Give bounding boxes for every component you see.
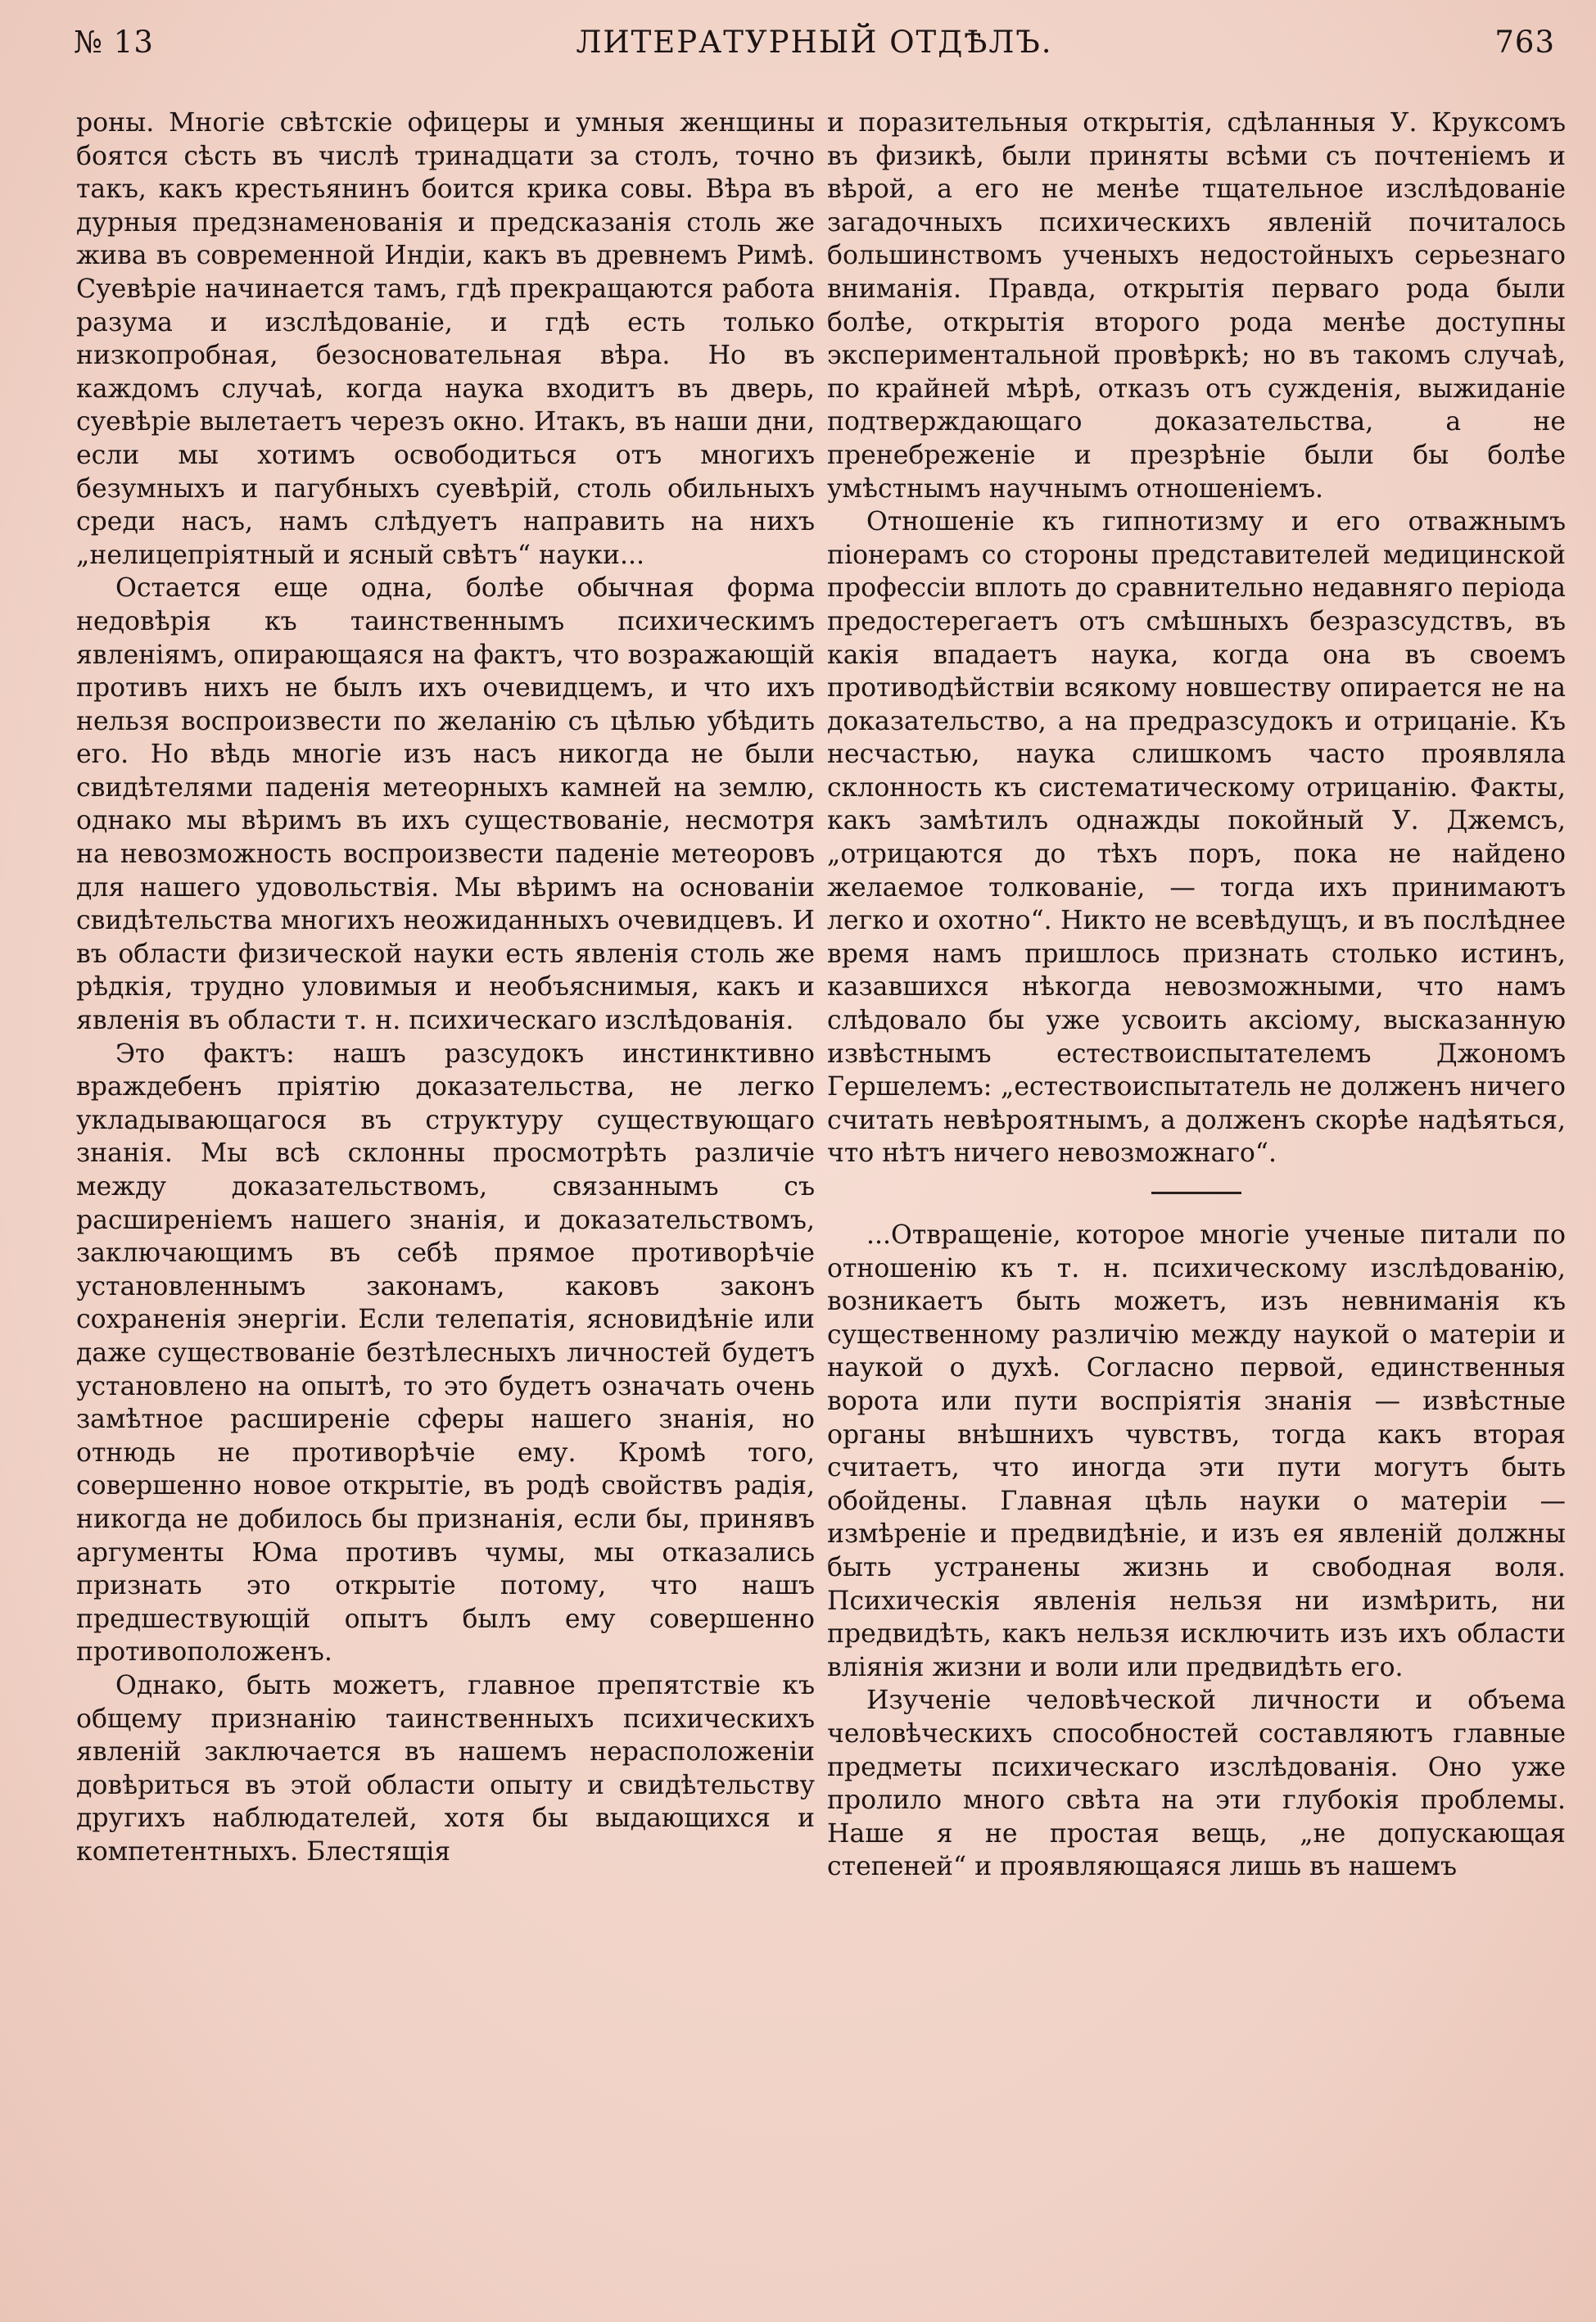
left-column	[76, 106, 815, 1868]
paragraph: Изученіе человѣческой личности и объема человѣческихъ способностей составляютъ главные предметы психическаго изслѣдованія. Оно уже пролило много свѣта на эти глубокія проблемы. Наше я не простая вещь, „не допускающая степеней“ и проявляющаяся лишь въ нашемъ	[827, 1686, 1566, 1882]
paragraph: роны. Многіе свѣтскіе офицеры и умныя женщины боятся сѣсть въ числѣ тринадцати за столъ, точно такъ, какъ крестьянинъ боится крика совы. Вѣра въ дурныя предзнаменованія и предсказанія столь же жива въ современной Индіи, какъ въ древнемъ Римѣ. Суевѣріе начинается тамъ, гдѣ прекращаются работа разума и изслѣдованіе, и гдѣ есть только низкопробная, безосновательная вѣра. Но въ каждомъ случаѣ, когда наука входитъ въ дверь, суевѣріе вылетаетъ черезъ окно. Итакъ, въ наши дни, если мы хотимъ освободиться отъ многихъ безумныхъ и пагубныхъ суевѣрій, столь обильныхъ среди насъ, намъ слѣдуетъ направить на нихъ „нелицепріятный и ясный свѣтъ“ науки...	[76, 108, 815, 570]
paragraph: Отношеніе къ гипнотизму и его отважнымъ піонерамъ со стороны представителей медицинской профессіи вплоть до сравнительно недавняго періода предостерегаетъ отъ смѣшныхъ безразсудствъ, въ какія впадаетъ наука, когда она въ своемъ противодѣйствіи всякому новшеству опирается не на доказательство, а на предразсудокъ и отрицаніе. Къ несчастью, наука слишкомъ часто проявляла склонность къ систематическому отрицанію. Факты, какъ замѣтилъ однажды покойный У. Джемсъ, „отрицаются до тѣхъ поръ, пока не найдено желаемое толкованіе, — тогда ихъ принимаютъ легко и охотно“. Никто не всевѣдущъ, и въ послѣднее время намъ пришлось признать столько истинъ, казавшихся нѣкогда невозможными, что намъ слѣдовало бы уже усвоить аксіому, высказанную извѣстнымъ естествоиспытателемъ Джономъ Гершелемъ: „естествоиспытатель не долженъ ничего считать невѣроятнымъ, а долженъ скорѣе надѣяться, что нѣтъ ничего невозможнаго“.	[827, 507, 1566, 1169]
paragraph: Это фактъ: нашъ разсудокъ инстинктивно враждебенъ пріятію доказательства, не легко укладывающагося въ структуру существующаго знанія. Мы всѣ склонны просмотрѣть различіе между доказательствомъ, связаннымъ съ расширеніемъ нашего знанія, и доказательствомъ, заключающимъ въ себѣ прямое противорѣчіе установленнымъ законамъ, каковъ законъ сохраненія энергіи. Если телепатія, ясновидѣніе или даже существованіе безтѣлесныхъ личностей будетъ установлено на опытѣ, то это будетъ означать очень замѣтное расширеніе сферы нашего знанія, но отнюдь не противорѣчіе ему. Кромѣ того, совершенно новое открытіе, въ родѣ свойствъ радія, никогда не добилось бы признанія, если бы, принявъ аргументы Юма противъ чумы, мы отказались признать это открытіе потому, что нашъ предшествующій опытъ былъ ему совершенно противоположенъ.	[76, 1039, 815, 1668]
section-divider	[1151, 1192, 1241, 1194]
issue-number: № 13	[74, 25, 154, 60]
paragraph: и поразительныя открытія, сдѣланныя У. Круксомъ въ физикѣ, были приняты всѣми съ почтеніемъ и вѣрой, а его не менѣе тщательное изслѣдованіе загадочныхъ психическихъ явленій почиталось большинствомъ ученыхъ недостойныхъ серьезнаго вниманія. Правда, открытія перваго рода были болѣе, открытія второго рода менѣе доступны экспериментальной провѣркѣ; но въ такомъ случаѣ, по крайней мѣрѣ, отказъ отъ сужденія, выжиданіе подтверждающаго доказательства, а не пренебреженіе и презрѣніе были бы болѣе умѣстнымъ научнымъ отношеніемъ.	[827, 108, 1566, 504]
page-number: 763	[1494, 25, 1555, 60]
page-header	[74, 25, 1555, 66]
paragraph: Однако, быть можетъ, главное препятствіе къ общему признанію таинственныхъ психическихъ явленій заключается въ нашемъ нерасположеніи довѣриться въ этой области опыту и свидѣтельству другихъ наблюдателей, хотя бы выдающихся и компетентныхъ. Блестящія	[76, 1670, 815, 1867]
section-title: ЛИТЕРАТУРНЫЙ ОТДѢЛЪ.	[576, 25, 1053, 60]
paragraph: ...Отвращеніе, которое многіе ученые питали по отношенію къ т. н. психическому изслѣдованію, возникаетъ быть можетъ, изъ невниманія къ существенному различію между наукой о матеріи и наукой о духѣ. Согласно первой, единственныя ворота или пути воспріятія знанія — извѣстные органы внѣшнихъ чувствъ, тогда какъ вторая считаетъ, что иногда эти пути могутъ быть обойдены. Главная цѣль науки о матеріи — измѣреніе и предвидѣніе, и изъ ея явленій должны быть устранены жизнь и свободная воля. Психическія явленія нельзя ни измѣрить, ни предвидѣть, какъ нельзя исключить изъ ихъ области вліянія жизни и воли или предвидѣть его.	[827, 1220, 1566, 1682]
paragraph: Остается еще одна, болѣе обычная форма недовѣрія къ таинственнымъ психическимъ явленіямъ, опирающаяся на фактъ, что возражающій противъ нихъ не былъ ихъ очевидцемъ, и что ихъ нельзя воспроизвести по желанію съ цѣлью убѣдить его. Но вѣдь многіе изъ насъ никогда не были свидѣтелями паденія метеорныхъ камней на землю, однако мы вѣримъ въ ихъ существованіе, несмотря на невозможность воспроизвести паденіе метеоровъ для нашего удовольствія. Мы вѣримъ на основаніи свидѣтельства многихъ неожиданныхъ очевидцевъ. И въ области физической науки есть явленія столь же рѣдкія, трудно уловимыя и необъяснимыя, какъ и явленія въ области т. н. психическаго изслѣдованія.	[76, 573, 815, 1036]
right-column	[827, 106, 1566, 1884]
